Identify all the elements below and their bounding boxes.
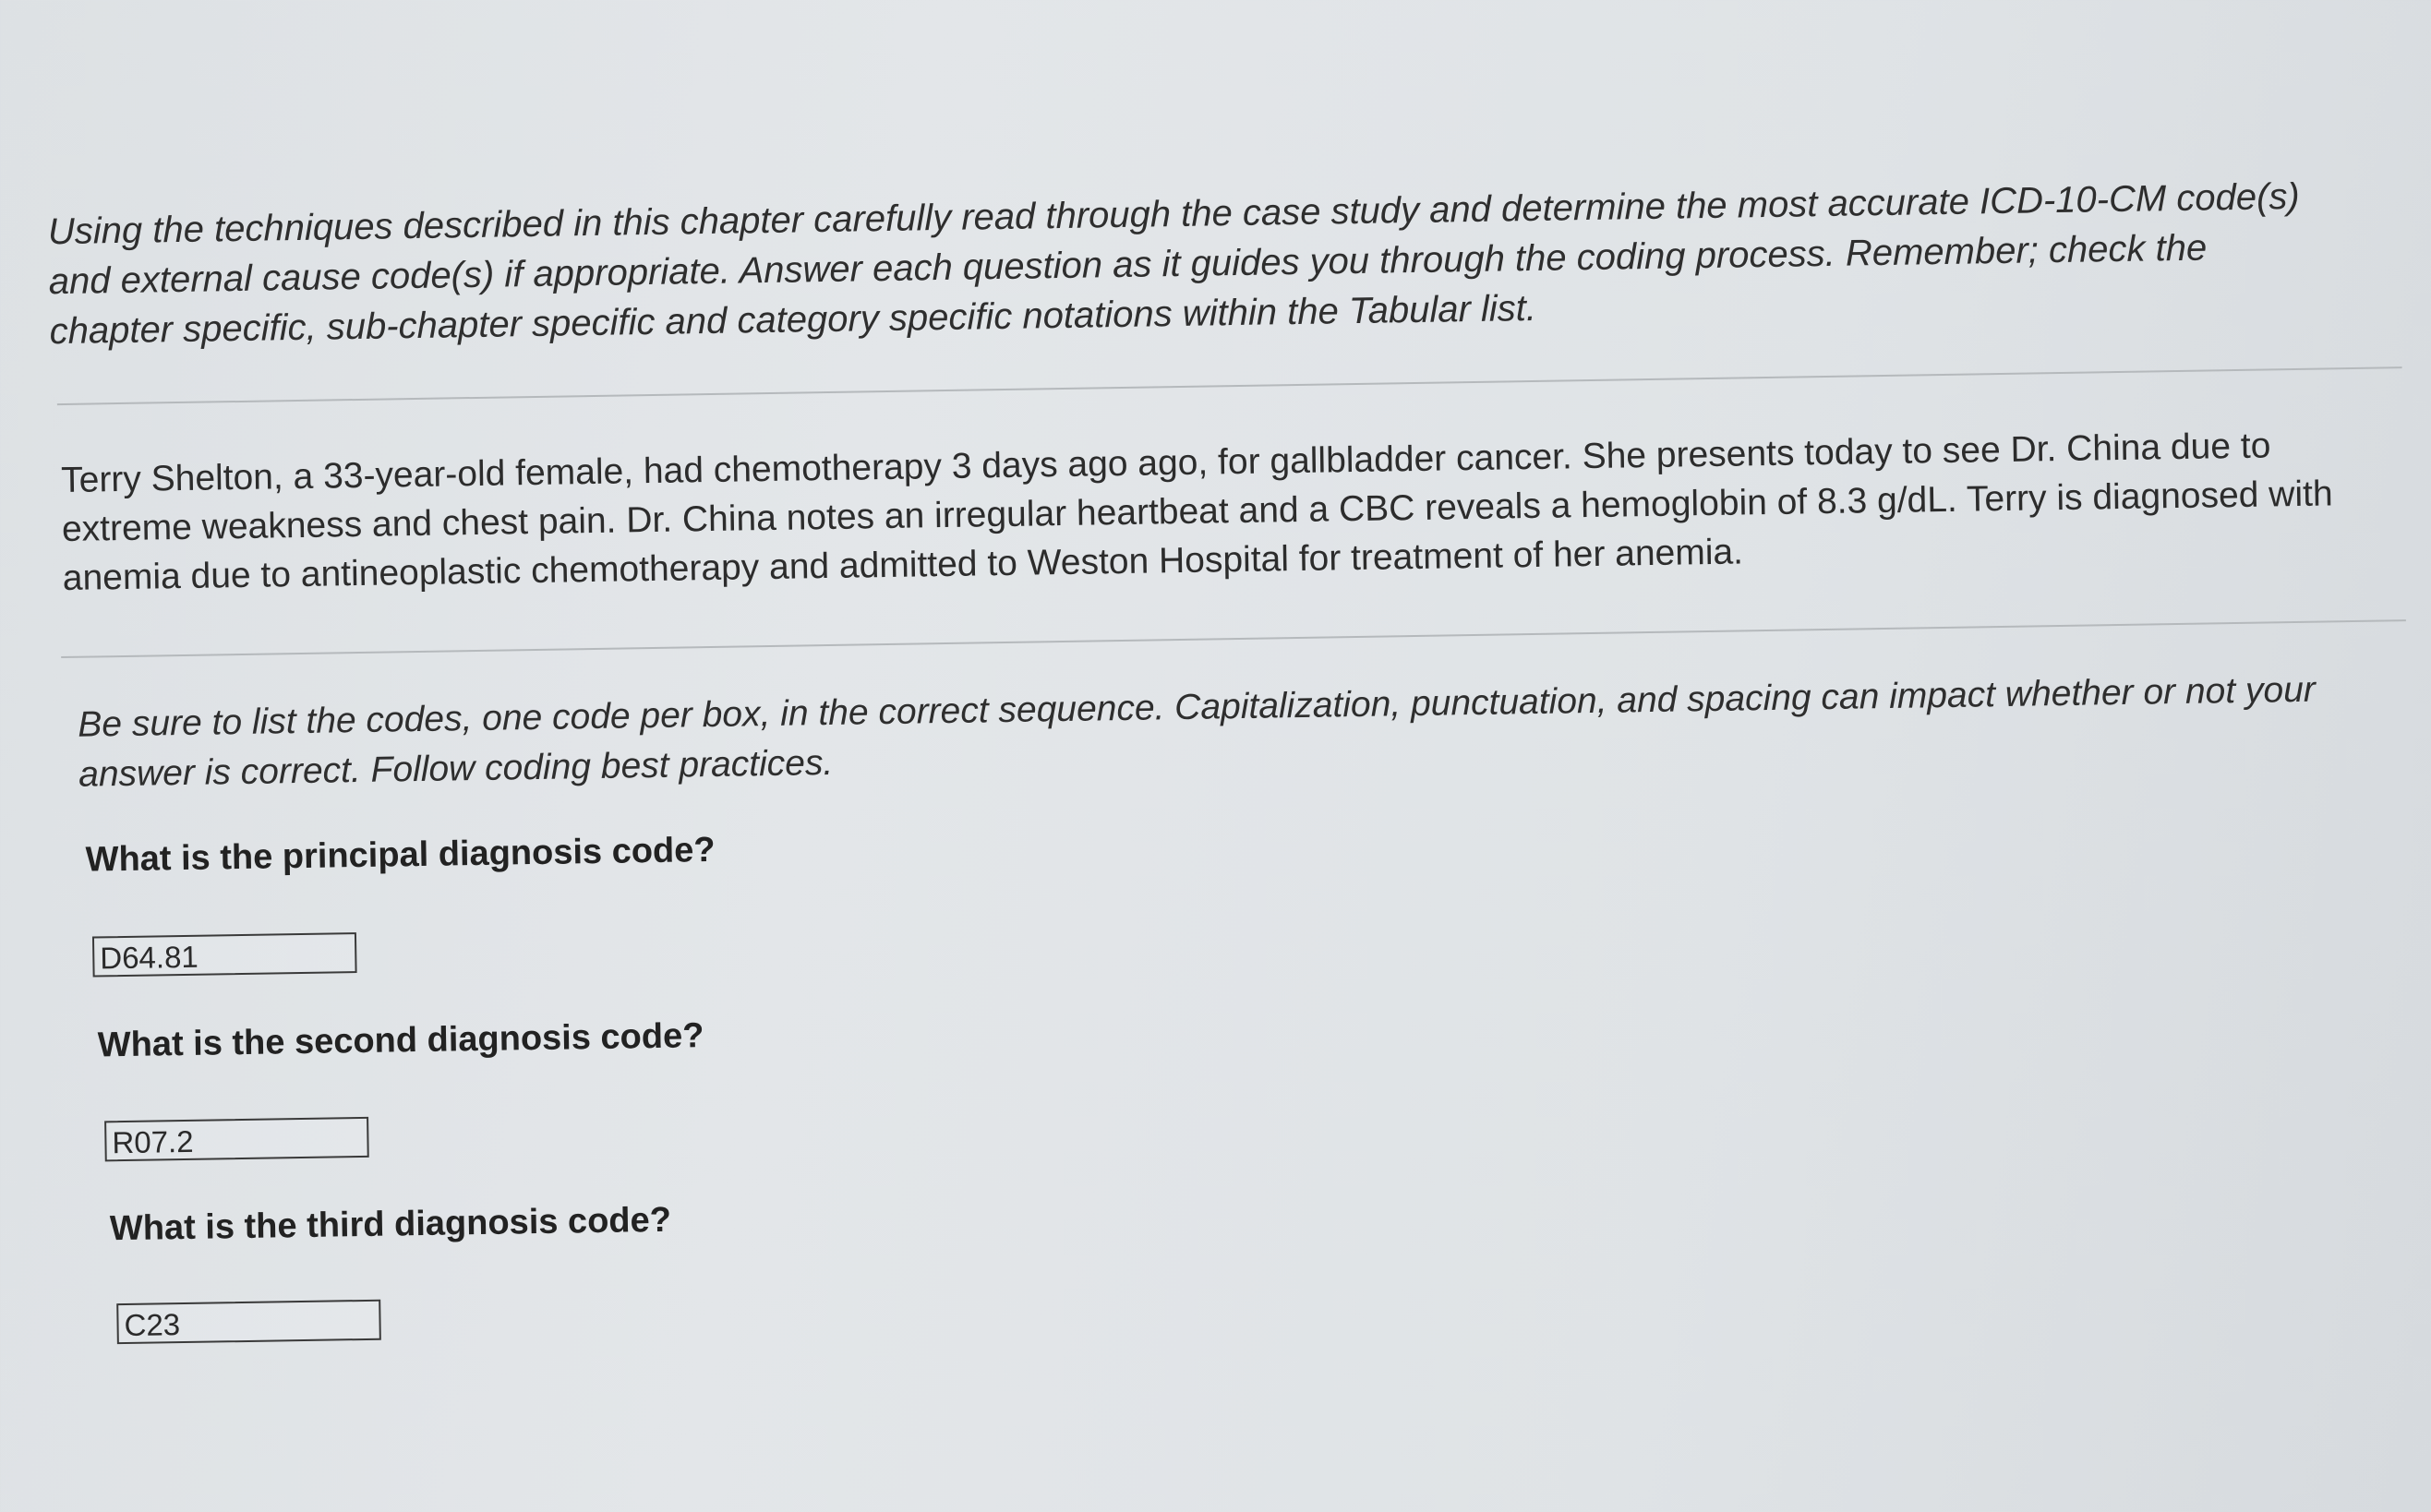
divider (61, 619, 2406, 658)
third-diagnosis-input[interactable]: C23 (116, 1300, 381, 1344)
divider (57, 366, 2402, 405)
answer-instructions: Be sure to list the codes, one code per box, in the correct sequence. Capitalization, punctuation, and spacing can impact whether or not your answer is correct. Follow coding best practices. (78, 669, 2317, 795)
question-principal-diagnosis: What is the principal diagnosis code? (85, 830, 716, 880)
case-study-text: Terry Shelton, a 33-year-old female, had chemotherapy 3 days ago ago, for gallbladder cancer. She presents today to see Dr. China due to extreme weakness and chest pain. Dr. China notes an irregular heartbeat and a CBC reveals a hemoglobin of 8.3 g/dL. Terry is diagnosed with anemia due to antineoplastic chemotherapy and admitted to Weston Hospital for treatment of her anemia. (60, 426, 2333, 599)
instructions-text: Using the techniques described in this chapter carefully read through the case study and determine the most accurate ICD-10-CM code(s) and external cause code(s) if appropriate. Answer each question as it guides you through the coding process. Remember; check the chapter specific, sub-chapter specific and category specific notations within the Tabular list. (47, 175, 2301, 353)
principal-diagnosis-input[interactable]: D64.81 (92, 932, 357, 977)
question-third-diagnosis: What is the third diagnosis code? (109, 1200, 672, 1249)
question-second-diagnosis: What is the second diagnosis code? (97, 1016, 704, 1065)
second-diagnosis-input[interactable]: R07.2 (104, 1117, 369, 1161)
